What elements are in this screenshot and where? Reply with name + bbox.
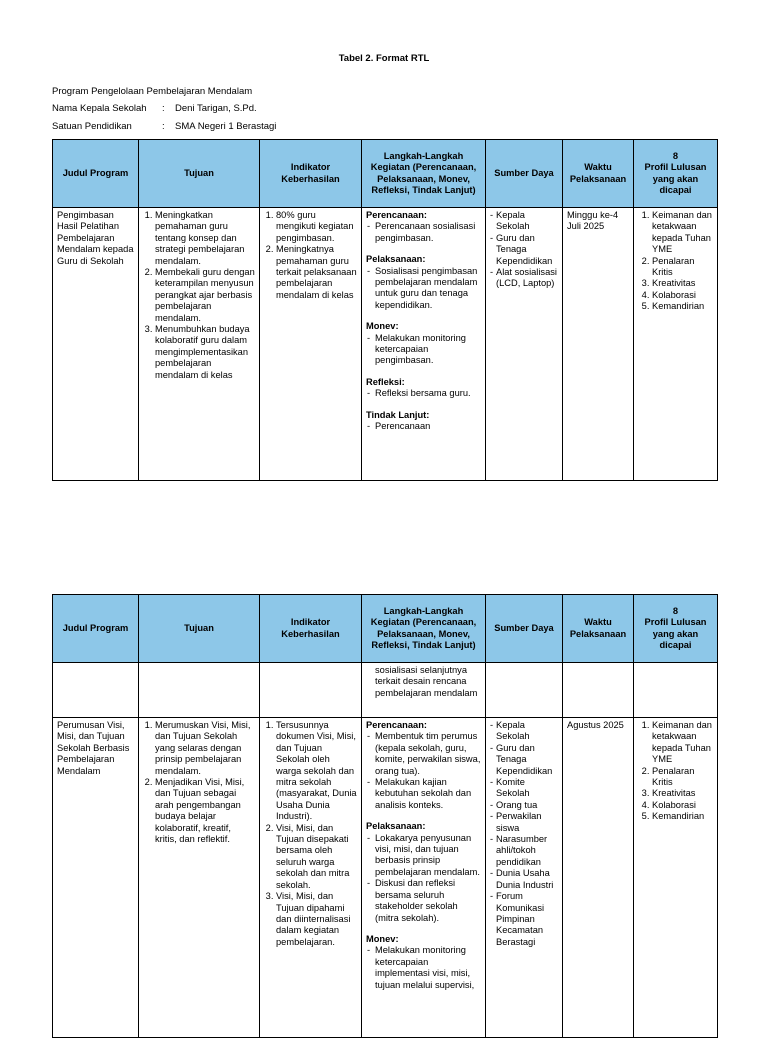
- list-item: - Refleksi bersama guru.: [366, 388, 481, 399]
- cont-judul: [53, 663, 139, 718]
- cont-tujuan: [139, 663, 260, 718]
- table-row: [53, 208, 718, 481]
- stage-list: [366, 731, 481, 811]
- stage-label: Monev:: [366, 933, 399, 944]
- header-tujuan: Tujuan: [139, 595, 260, 663]
- meta-school: [52, 121, 276, 133]
- list-item: 3. Kreativitas: [652, 788, 713, 799]
- meta-principal-label: Nama Kepala Sekolah: [52, 103, 147, 114]
- header-row: [53, 595, 718, 663]
- header-langkah: Langkah-Langkah Kegiatan (Perencanaan, Pelaksanaan, Monev, Refleksi, Tindak Lanjut): [362, 595, 486, 663]
- list-item: 2. Penalaran Kritis: [652, 766, 713, 789]
- stage-label: Perencanaan:: [366, 210, 427, 220]
- row1-judul: Pengimbasan Hasil Pelatihan Pembelajaran Mendalam kepada Guru di Sekolah: [53, 208, 139, 481]
- header-profil-label: Profil Lulusan yang akan dicapai: [644, 162, 707, 195]
- row1-indikator-list: [264, 210, 357, 301]
- list-item: 1. Keimanan dan ketakwaan kepada Tuhan YME: [652, 720, 713, 766]
- cont-profil: [634, 663, 718, 718]
- table-row: [53, 718, 718, 1038]
- list-item: 1. 80% guru mengikuti kegiatan pengimbasan.: [276, 210, 357, 244]
- rtl-table-page-1: [52, 139, 718, 481]
- header-sumber: Sumber Daya: [486, 595, 563, 663]
- list-item: - Kepala Sekolah: [490, 720, 558, 743]
- list-item: - Guru dan Tenaga Kependidikan: [490, 743, 558, 777]
- stage-label: Tindak Lanjut:: [366, 409, 430, 420]
- meta-principal: [52, 103, 257, 115]
- list-item: - Melakukan monitoring ketercapaian pengimbasan.: [366, 333, 481, 367]
- row2-tujuan-list: [143, 720, 255, 845]
- header-profil-number: 8: [672, 605, 679, 616]
- row2-waktu: Agustus 2025: [563, 718, 634, 1038]
- header-indikator: Indikator Keberhasilan: [260, 595, 362, 663]
- list-item: - Dunia Usaha Dunia Industri: [490, 868, 558, 891]
- row2-langkah: [362, 718, 486, 1038]
- stage-label: Pelaksanaan:: [366, 821, 426, 832]
- list-item: - Lokakarya penyusunan visi, misi, dan tujuan berbasis prinsip pembelajaran mendalam.: [366, 833, 481, 879]
- row1-tujuan: [139, 208, 260, 481]
- list-item: - Orang tua: [490, 800, 558, 811]
- list-item: 3. Kreativitas: [652, 278, 713, 289]
- list-item: 5. Kemandirian: [652, 301, 713, 312]
- header-tujuan: Tujuan: [139, 140, 260, 208]
- row2-indikator-list: [264, 720, 357, 948]
- row2-profil-list: [638, 720, 713, 823]
- row1-profil-list: [638, 210, 713, 313]
- list-item: 1. Meningkatkan pemahaman guru tentang konsep dan strategi pembelajaran mendalam.: [155, 210, 255, 267]
- list-item: - Guru dan Tenaga Kependidikan: [490, 233, 558, 267]
- header-profil: [634, 140, 718, 208]
- list-item: - Kepala Sekolah: [490, 210, 558, 233]
- stage-list: [366, 221, 481, 244]
- row1-waktu: Minggu ke-4 Juli 2025: [563, 208, 634, 481]
- header-row: [53, 140, 718, 208]
- meta-school-sep: :: [162, 121, 165, 132]
- list-item: - Sosialisasi pengimbasan pembelajaran mendalam untuk guru dan tenaga kependidikan.: [366, 266, 481, 312]
- list-item: 2. Membekali guru dengan keterampilan menyusun perangkat ajar berbasis pembelajaran mendalam.: [155, 267, 255, 324]
- rtl-table-page-2: [52, 594, 718, 1038]
- meta-school-label: Satuan Pendidikan: [52, 121, 132, 132]
- list-item: 1. Merumuskan Visi, Misi, dan Tujuan Sekolah yang selaras dengan prinsip pembelajaran mendalam.: [155, 720, 255, 777]
- stage-list: [366, 333, 481, 367]
- meta-school-value: SMA Negeri 1 Berastagi: [175, 121, 277, 132]
- list-item: 1. Keimanan dan ketakwaan kepada Tuhan YME: [652, 210, 713, 256]
- list-item: - Komite Sekolah: [490, 777, 558, 800]
- header-profil: [634, 595, 718, 663]
- stage-list: [366, 945, 481, 991]
- list-item: - Perwakilan siswa: [490, 811, 558, 834]
- header-judul: Judul Program: [53, 140, 139, 208]
- list-item: 2. Visi, Misi, dan Tujuan disepakati bersama oleh seluruh warga sekolah dan mitra sekolah.: [276, 823, 357, 891]
- row1-indikator: [260, 208, 362, 481]
- stage-list: [366, 266, 481, 312]
- stage-label: Perencanaan:: [366, 720, 427, 730]
- cont-sumber: [486, 663, 563, 718]
- row2-indikator: [260, 718, 362, 1038]
- table-caption: Tabel 2. Format RTL: [338, 53, 430, 64]
- list-item: 2. Penalaran Kritis: [652, 256, 713, 279]
- list-item: 2. Meningkatnya pemahaman guru terkait pelaksanaan pembelajaran mendalam di kelas: [276, 244, 357, 301]
- row1-sumber-list: [490, 210, 558, 290]
- list-item: 5. Kemandirian: [652, 811, 713, 822]
- meta-principal-sep: :: [162, 103, 165, 114]
- row2-sumber: [486, 718, 563, 1038]
- stage-label: Pelaksanaan:: [366, 254, 426, 265]
- row2-profil: [634, 718, 718, 1038]
- cont-indikator: [260, 663, 362, 718]
- meta-program: [52, 86, 252, 98]
- list-item: - Perencanaan sosialisasi pengimbasan.: [366, 221, 481, 244]
- list-item: 4. Kolaborasi: [652, 290, 713, 301]
- stage-label: Monev:: [366, 321, 399, 332]
- list-item: 3. Menumbuhkan budaya kolaboratif guru dalam mengimplementasikan pembelajaran mendalam di kelas: [155, 324, 255, 381]
- list-item: - Diskusi dan refleksi bersama seluruh stakeholder sekolah (mitra sekolah).: [366, 878, 481, 924]
- list-item: - Perencanaan: [366, 421, 481, 432]
- row1-sumber: [486, 208, 563, 481]
- stage-list: [366, 833, 481, 924]
- stage-label: Refleksi:: [366, 376, 405, 387]
- list-item: - Narasumber ahli/tokoh pendidikan: [490, 834, 558, 868]
- header-profil-number: 8: [672, 150, 679, 161]
- stage-list: [366, 388, 481, 399]
- table-row: [53, 663, 718, 718]
- row2-tujuan: [139, 718, 260, 1038]
- stage-list: [366, 421, 481, 432]
- list-item: - Melakukan monitoring ketercapaian implementasi visi, misi, tujuan melalui supervisi,: [366, 945, 481, 991]
- meta-program-label: Program Pengelolaan Pembelajaran Mendalam: [52, 86, 253, 97]
- cont-waktu: [563, 663, 634, 718]
- list-item: 3. Visi, Misi, dan Tujuan dipahami dan diinternalisasi dalam kegiatan pembelajaran.: [276, 891, 357, 948]
- list-item: - Membentuk tim perumus (kepala sekolah, guru, komite, perwakilan siswa, orang tua).: [366, 731, 481, 777]
- list-item: 4. Kolaborasi: [652, 800, 713, 811]
- header-waktu: Waktu Pelaksanaan: [563, 140, 634, 208]
- header-waktu: Waktu Pelaksanaan: [563, 595, 634, 663]
- row2-sumber-list: [490, 720, 558, 948]
- header-sumber: Sumber Daya: [486, 140, 563, 208]
- row1-tujuan-list: [143, 210, 255, 381]
- list-item: - Melakukan kajian kebutuhan sekolah dan analisis konteks.: [366, 777, 481, 811]
- list-item: - Alat sosialisasi (LCD, Laptop): [490, 267, 558, 290]
- header-profil-label: Profil Lulusan yang akan dicapai: [644, 617, 707, 650]
- meta-principal-value: Deni Tarigan, S.Pd.: [175, 103, 257, 114]
- header-judul: Judul Program: [53, 595, 139, 663]
- list-item: 2. Menjadikan Visi, Misi, dan Tujuan sebagai arah pengembangan budaya belajar kolaboratif, kreatif, kritis, dan reflektif.: [155, 777, 255, 845]
- header-indikator: Indikator Keberhasilan: [260, 140, 362, 208]
- list-item: - Forum Komunikasi Pimpinan Kecamatan Berastagi: [490, 891, 558, 948]
- row1-profil: [634, 208, 718, 481]
- cont-langkah-text: sosialisasi selanjutnya terkait desain rencana pembelajaran mendalam: [375, 665, 478, 698]
- row2-judul: Perumusan Visi, Misi, dan Tujuan Sekolah Berbasis Pembelajaran Mendalam: [53, 718, 139, 1038]
- row1-langkah: [362, 208, 486, 481]
- list-item: 1. Tersusunnya dokumen Visi, Misi, dan Tujuan Sekolah oleh warga sekolah dan mitra sekolah (masyarakat, Dunia Usaha Dunia Industri).: [276, 720, 357, 823]
- cont-langkah: [362, 663, 486, 718]
- header-langkah: Langkah-Langkah Kegiatan (Perencanaan, Pelaksanaan, Monev, Refleksi, Tindak Lanjut): [362, 140, 486, 208]
